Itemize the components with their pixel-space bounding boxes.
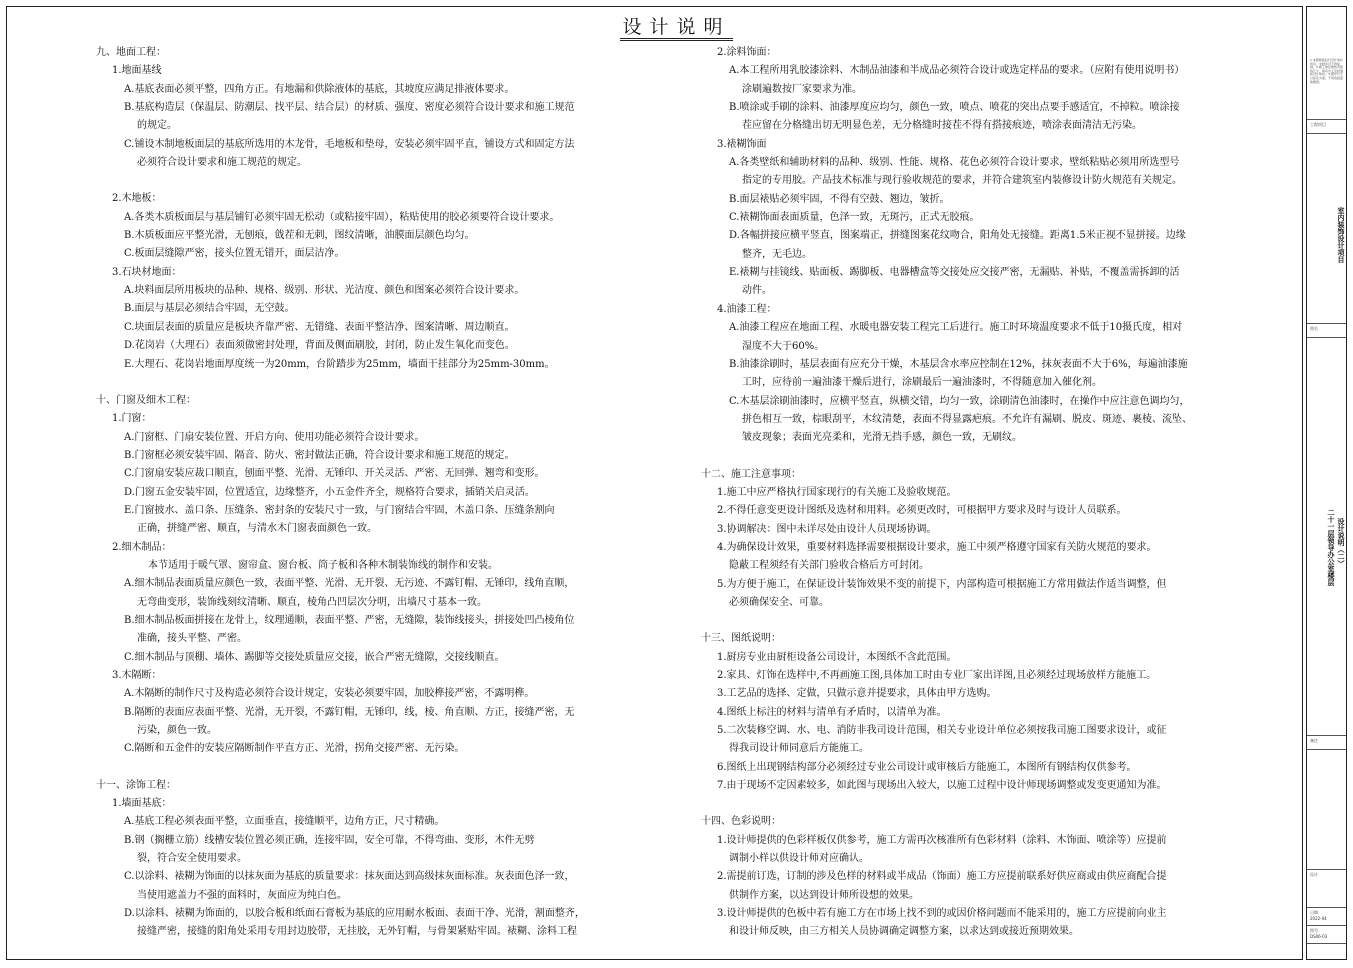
text-line: D.各幅拼接应横平竖直，图案端正，拼缝图案花纹吻合，阳角处无接缝。距离1.5米正视不显拼接。边缘 [729,230,1186,242]
text-line: 和设计师反映，由三方相关人员协调确定调整方案，以求达到或接近预期效果。 [729,926,1079,938]
date-label: 日期 [1310,910,1318,915]
drawing-title: 二十一层领导办公室楼层 [1327,508,1335,586]
text-line: 工时，应待前一遍油漆干燥后进行，涂刷最后一遍油漆时，不得随意加入催化剂。 [742,377,1102,389]
text-line: 3.协调解决：图中未详尽处由设计人员现场协调。 [717,523,937,535]
text-line: C.隔断和五金件的安装应隔断制作平直方正、光滑，拐角交接严密、无污染。 [124,743,465,755]
text-line: 7.由于现场不定因素较多，如此图与现场出入较大，以施工过程中设计师现场调整或发变更通知为准。 [717,780,1167,792]
text-line: 1.施工中应严格执行国家现行的有关施工及验收规范。 [717,486,957,498]
text-line: 4.图纸上标注的材料与清单有矛盾时，以清单为准。 [717,706,947,718]
text-line: E.门窗披水、盖口条、压缝条、密封条的安装尺寸一致，与门窗结合牢固，木盖口条、压缝条割向 [124,504,555,516]
text-line: 隐蔽工程须经有关部门验收合格后方可封闭。 [729,560,929,572]
text-line: D.门窗五金安装牢固，位置适宜，边缘整齐，小五金件齐全，规格符合要求，插销关启灵活。 [124,486,535,498]
date-value: 2022-04 [1310,916,1327,921]
text-line: 5.二次装修空调、水、电、消防非我司设计范围，相关专业设计单位必须按我司施工图要求设计，或征 [717,725,1167,737]
text-line: A.各类壁纸和辅助材料的品种、级别、性能、规格、花色必须符合设计要求，壁纸粘贴必须用所选型号 [729,157,1180,169]
text-line: 4.为确保设计效果，重要材料选择需要根据设计要求，施工中须严格遵守国家有关防火规范的要求。 [717,541,1157,553]
text-line: 供制作方案，以达到设计师所设想的效果。 [729,889,919,901]
text-line: A.细木制品表面质量应颜色一致，表面平整、光滑、无开裂、无污迹、不露钉帽、无锤印，线角直顺， [124,578,575,590]
text-line: B.钢（搁栅立筋）线槽安装位置必须正确，连接牢固，安全可靠，不得弯曲、变形，木件无劈 [124,834,535,846]
text-line: 无弯曲变形，装饰线刻纹清晰、顺直，棱角凸凹层次分明，出墙尺寸基本一致。 [137,596,487,608]
text-line: 十一、涂饰工程： [96,779,176,791]
document-title: 设计说明 [620,16,732,41]
number-label: 图号 [1310,928,1318,933]
text-line: B.油漆涂刷时，基层表面有应充分干燥，木基层含水率应控制在12%，抹灰表面不大于6%，每遍油漆施 [729,358,1188,370]
text-line: 十、门窗及细木工程： [96,394,196,406]
text-line: 4.油漆工程： [717,303,777,315]
text-line: 1.门窗： [112,413,152,425]
text-line: A.块料面层所用板块的品种、规格、级别、形状、光洁度、颜色和图案必须符合设计要求。 [124,285,525,297]
text-line: 3.石块材地面： [112,266,182,278]
text-line: 2.木地板： [112,193,162,205]
text-line: 2.不得任意变更设计图纸及选材和用料。必须更改时，可根据甲方要求及时与设计人员联系。 [717,505,1127,517]
text-line: 指定的专用胶。产品技术标准与现行验收规范的要求，并符合建筑室内装修设计防火规范有关规定。 [742,175,1182,187]
text-line: 拼色相互一致，棕眼刮平，木纹清楚，表面不得显露疤痕。不允许有漏刷、脱皮、斑迹、裹棱、流坠、 [742,413,1192,425]
text-line: A.基底表面必须平整，四角方正。有地漏和供除液体的基底，其坡度应满足排液体要求。 [124,83,515,95]
text-line: 必须确保安全、可靠。 [729,596,829,608]
text-line: 十二、施工注意事项： [701,468,801,480]
text-line: A.各类木质板面层与基层铺钉必须牢固无松动（或粘接牢固），粘贴使用的胶必须要符合设计要求。 [124,211,560,223]
text-line: 必须符合设计要求和施工规范的规定。 [137,157,307,169]
left-column [96,44,621,942]
text-line: A.木隔断的制作尺寸及构造必须符合设计规定，安装必须要牢固，加胶榫接严密，不露明榫。 [124,688,535,700]
text-line: 1.墙面基底： [112,798,172,810]
text-line: 得我司设计师同意后方能施工。 [729,743,869,755]
spacer [96,374,621,392]
project-name: 室内装饰设计项目 [1337,206,1345,263]
text-line: 皱皮现象；表面光亮柔和，光滑无挡手感，颜色一致，无刷纹。 [742,432,1022,444]
text-line: 2.家具、灯饰在选样中,不再画施工图,具体加工时由专业厂家出详图,且必须经过现场放样方能施工。 [717,670,1157,681]
text-line: A.门窗框、门扇安装位置、开启方向、使用功能必须符合设计要求。 [124,431,425,443]
title-block-notes: 1.本图纸版权归设计单位所有，未经许可不得复制。2.施工单位须核对现场尺寸，如有出入及时通知设计单位。3.图中尺寸以标注为准，不得直接量取图纸。 [1310,58,1344,84]
text-line: 5.为方便于施工，在保证设计装饰效果不变的前提下，内部构造可根据施工方常用做法作适当调整，但 [717,578,1167,590]
text-line: D.以涂料、裱糊为饰面的，以胶合板和纸面石膏板为基底的应用耐水板面、表面干净、光滑，割面整齐， [124,908,585,920]
text-line: 的规定。 [137,120,177,132]
title-block [1306,6,1347,960]
spacer [701,612,1236,630]
text-line: B.木质板面应平整光滑，无刨痕，戗茬和无刺，图纹清晰，油膜面层颜色均匀。 [124,230,475,242]
text-line: 1.地面基线 [112,65,162,77]
text-line: B.细木制品板面拼接在龙骨上，纹理通顺，表面平整、严密，无缝隙，装饰线接头，拼接处凹凸棱角位 [124,614,575,626]
text-line: 本节适用于暖气罩、窗帘盒、窗台板、筒子板和各种木制装饰线的制作和安装。 [148,559,498,571]
text-line: 整齐，无毛边。 [742,248,812,260]
spacer [701,448,1236,466]
text-line: 3.设计师提供的色板中若有施工方在市场上找不到的或因价格问题而不能采用的，施工方应提前向业主 [717,908,1167,920]
remark-label: 备注 [1310,738,1318,743]
text-line: 3.木隔断： [112,670,162,681]
text-line: 九、地面工程： [96,47,166,58]
text-line: 涂刷遍数按厂家要求为准。 [742,83,862,95]
text-line: A.本工程所用乳胶漆涂料、木制品油漆和半成品必须符合设计或选定样品的要求。（应附有使用说明书） [729,65,1185,77]
text-line: C.门窗扇安装应裁口顺直，刨面平整、光滑、无锤印、开关灵活、严密、无回弹、翘弯和变形。 [124,468,545,480]
text-line: E.大理石、花岗岩地面厚度统一为20mm，台阶踏步为25mm，墙面干挂部分为25mm-30mm。 [124,358,555,370]
text-line: 正确，拼缝严密、顺直，与清水木门窗表面颜色一致。 [137,523,377,535]
designer-label: 设计 [1310,872,1318,877]
text-line: B.喷涂或手刷的涂料、油漆厚度应均匀，颜色一致，喷点、喷花的突出点要手感适宜，不掉粒。喷涂接 [729,102,1180,114]
text-line: E.裱糊与挂镜线、贴面板、踢脚板、电器槽盒等交接处应交接严密，无漏贴、补贴，不覆盖需拆卸的活 [729,267,1180,279]
text-line: 1.厨房专业由厨柜设备公司设计，本图纸不含此范围。 [717,651,957,663]
engineering-label: 工程项目 [1310,122,1326,127]
text-line: 动件。 [742,285,772,297]
drawing-name: 设计说明（二） [1337,517,1345,567]
text-line: B.面层裱贴必须牢固，不得有空鼓、翘边，皱折。 [729,193,950,205]
spacer [96,759,621,777]
drawing-label: 图名 [1310,326,1318,331]
text-line: C.裱糊饰面表面质量，色泽一致，无斑污，正式无胶痕。 [729,212,980,224]
text-line: 3.工艺品的选择、定做，只做示意并提要求，具体由甲方选购。 [717,688,997,700]
text-line: B.面层与基层必须结合牢固，无空鼓。 [124,303,295,315]
text-line: 湿度不大于60%。 [742,340,825,352]
text-line: A.油漆工程应在地面工程、水暖电器安装工程完工后进行。施工时环境温度要求不低于10摄氏度，相对 [729,322,1183,334]
text-line: C.细木制品与顶棚、墙体、踢脚等交接处质量应交接，嵌合严密无缝隙，交接线顺直。 [124,651,505,663]
text-line: C.以涂料、裱糊为饰面的以抹灰面为基底的质量要求：抹灰面达到高级抹灰面标准。灰表面色泽一致， [124,871,575,883]
text-line: B.门窗框必须安装牢固、隔音、防火、密封做法正确，符合设计要求和施工规范的规定。 [124,449,515,461]
text-line: 当使用遮盖力不强的面料时，灰面应为纯白色。 [137,889,347,901]
text-line: D.花岗岩（大理石）表面须做密封处理，背面及侧面刷胶，封闭，防止发生氧化而变色。 [124,340,515,352]
text-line: B.隔断的表面应表面平整、光滑，无开裂，不露钉帽，无锤印，线，棱、角直顺、方正，接缝严密，无 [124,706,575,718]
spacer [96,172,621,190]
text-line: 2.涂料饰面： [717,47,777,58]
text-line: C.木基层涂刷油漆时，应横平竖直，纵横交错，均匀一致，涂刷清色油漆时，在操作中应注意色调均匀， [729,395,1190,407]
text-line: 6.图纸上出现钢结构部分必须经过专业公司设计或审核后方能施工，本图所有钢结构仅供参考。 [717,761,1137,773]
document-title-wrap [0,12,1353,39]
text-line: A.基底工程必须表面平整，立面垂直，接缝顺平，边角方正，尺寸精确。 [124,816,445,828]
number-value: DS06-03 [1310,934,1328,939]
text-line: 十四、色彩说明： [701,816,781,828]
text-line: C.铺设木制地板面层的基底所选用的木龙骨，毛地板和垫母，安装必须牢固平直，铺设方式和固定方法 [124,138,575,150]
right-column [701,44,1236,942]
text-line: 十三、图纸说明： [701,633,781,645]
text-line: 茬应留在分格缝出切无明显色差，无分格缝时接茬不得有搭接痕迹，喷涂表面清洁无污染。 [742,120,1142,132]
text-line: 1.设计师提供的色彩样板仅供参考，施工方需再次核准所有色彩材料（涂料、木饰面、喷涂等）应提前 [717,834,1167,846]
text-line: C.板面层缝隙严密，接头位置无错开，面层洁净。 [124,248,345,260]
text-line: 2.细木制品： [112,541,172,553]
text-line: 准确，接头平整、严密。 [137,633,247,645]
text-line: C.块面层表面的质量应是板块齐靠严密、无错缝、表面平整洁净、图案清晰、周边顺直。 [124,321,515,333]
text-line: 污染，颜色一致。 [137,725,217,737]
text-line: 3.裱糊饰面 [717,138,767,150]
spacer [701,795,1236,813]
text-line: B.基底构造层（保温层、防潮层、找平层、结合层）的材质、强度、密度必须符合设计要求和施工规范 [124,102,575,114]
text-line: 接缝严密，接缝的阳角处采用专用封边胶带，无挂胶，无外钉帽，与骨架紧贴牢固。裱糊、涂料工程 [137,926,577,938]
text-line: 2.需提前订选，订制的涉及色样的材料或半成品（饰面）施工方应提前联系好供应商或由供应商配合提 [717,871,1167,883]
text-line: 调制小样以供设计师对应确认。 [729,853,869,865]
text-line: 裂，符合安全使用要求。 [137,853,247,865]
